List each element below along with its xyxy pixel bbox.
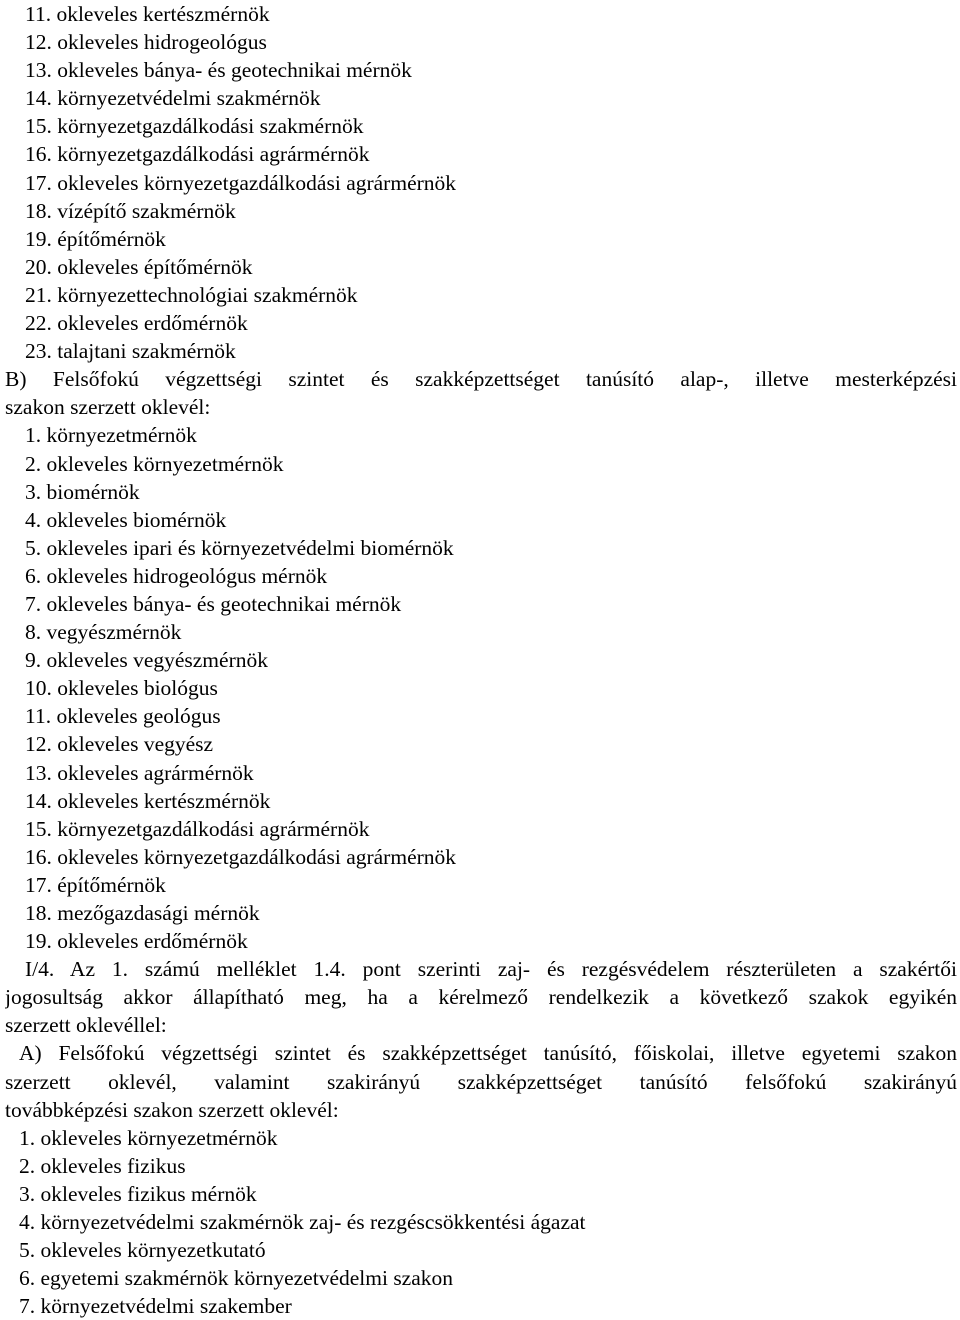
paragraph-line: szakon szerzett oklevél:: [5, 395, 211, 420]
list-item: 17. építőmérnök: [25, 872, 166, 897]
list-item: 2. okleveles fizikus: [19, 1153, 186, 1178]
list-item: 15. környezetgazdálkodási agrármérnök: [25, 816, 370, 841]
list-item: 15. környezetgazdálkodási szakmérnök: [25, 114, 364, 139]
list-item: 13. okleveles bánya- és geotechnikai mérnök: [25, 58, 412, 83]
paragraph-line: B) Felsőfokú végzettségi szintet és szakképzettséget tanúsító alap-, illetve mesterképzési: [5, 367, 957, 392]
paragraph-line: I/4. Az 1. számú melléklet 1.4. pont szerinti zaj- és rezgésvédelem részterületen a szakértői: [25, 957, 957, 982]
paragraph-line: továbbképzési szakon szerzett oklevél:: [5, 1097, 339, 1122]
list-item: 13. okleveles agrármérnök: [25, 760, 254, 785]
list-item: 12. okleveles vegyész: [25, 732, 214, 757]
section-i4-paragraph: [5, 955, 957, 1039]
list-item: 19. okleveles erdőmérnök: [25, 929, 248, 954]
paragraph-line: szerzett oklevél, valamint szakirányú szakképzettséget tanúsító felsőfokú szakirányú: [5, 1069, 957, 1094]
list-item: 11. okleveles kertészmérnök: [25, 2, 270, 26]
list-item: 14. okleveles kertészmérnök: [25, 788, 271, 813]
list-item: 4. környezetvédelmi szakmérnök zaj- és rezgéscsökkentési ágazat: [19, 1210, 586, 1235]
list-item: 17. okleveles környezetgazdálkodási agrármérnök: [25, 170, 457, 195]
list-item: 9. okleveles vegyészmérnök: [25, 648, 268, 673]
list-item: 21. környezettechnológiai szakmérnök: [25, 282, 358, 307]
list-item: 7. környezetvédelmi szakember: [19, 1294, 292, 1319]
list-item: 18. vízépítő szakmérnök: [25, 198, 236, 223]
list-item: 4. okleveles biomérnök: [25, 507, 227, 532]
paragraph-line: jogosultság akkor állapítható meg, ha a kérelmező rendelkezik a következő szakok egyikén: [5, 985, 957, 1010]
list-item: 14. környezetvédelmi szakmérnök: [25, 86, 321, 111]
paragraph-line: A) Felsőfokú végzettségi szintet és szakképzettséget tanúsító, főiskolai, illetve egyetemi szakon: [19, 1041, 957, 1066]
list-item: 2. okleveles környezetmérnök: [25, 451, 284, 476]
top-list: [5, 0, 957, 365]
list-item: 11. okleveles geológus: [25, 704, 221, 729]
list-item: 16. környezetgazdálkodási agrármérnök: [25, 142, 370, 167]
section-a-list: [5, 1124, 957, 1320]
list-item: 5. okleveles környezetkutató: [19, 1238, 266, 1263]
list-item: 7. okleveles bánya- és geotechnikai mérnök: [25, 591, 402, 616]
list-item: 6. egyetemi szakmérnök környezetvédelmi szakon: [19, 1266, 454, 1291]
list-item: 8. vegyészmérnök: [25, 620, 182, 645]
list-item: 3. okleveles fizikus mérnök: [19, 1181, 257, 1206]
list-item: 12. okleveles hidrogeológus: [25, 30, 267, 55]
list-item: 16. okleveles környezetgazdálkodási agrármérnök: [25, 844, 457, 869]
paragraph-line: szerzett oklevéllel:: [5, 1013, 167, 1038]
list-item: 3. biomérnök: [25, 479, 140, 504]
list-item: 18. mezőgazdasági mérnök: [25, 901, 260, 925]
list-item: 6. okleveles hidrogeológus mérnök: [25, 563, 328, 588]
list-item: 19. építőmérnök: [25, 226, 166, 251]
section-b-heading: [5, 365, 957, 421]
list-item: 23. talajtani szakmérnök: [25, 339, 236, 364]
list-item: 10. okleveles biológus: [25, 676, 218, 701]
list-item: 1. okleveles környezetmérnök: [19, 1125, 278, 1150]
list-item: 5. okleveles ipari és környezetvédelmi biomérnök: [25, 535, 454, 560]
section-a-heading: [5, 1039, 957, 1123]
list-item: 1. környezetmérnök: [25, 423, 197, 448]
section-b-list: [5, 421, 957, 955]
list-item: 22. okleveles erdőmérnök: [25, 311, 248, 336]
list-item: 20. okleveles építőmérnök: [25, 254, 253, 279]
